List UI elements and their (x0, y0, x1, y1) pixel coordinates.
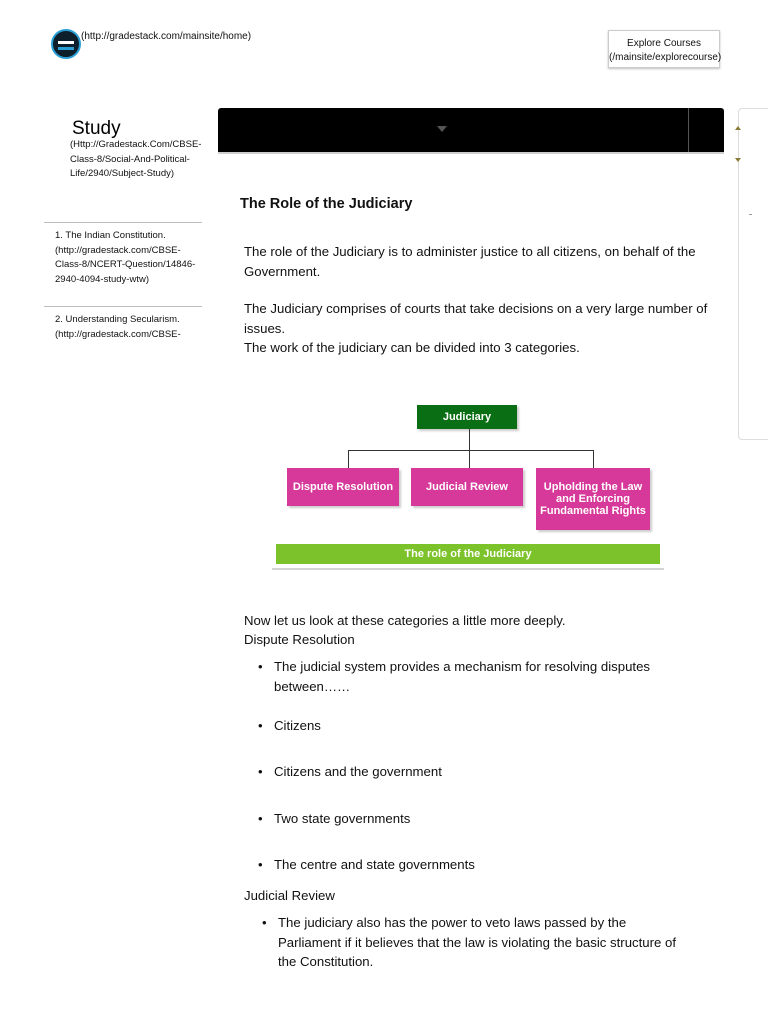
diagram-judiciary-box: Judiciary (417, 405, 517, 429)
diagram-connector (593, 450, 594, 468)
gradestack-logo-icon[interactable] (51, 29, 81, 59)
scroll-down-icon[interactable] (735, 158, 741, 162)
right-side-panel (738, 108, 768, 440)
judiciary-diagram (268, 398, 668, 574)
sidebar-item-indian-constitution[interactable]: 1. The Indian Constitution. (http://gradestack.com/CBSE-Class-8/NCERT-Question/14846-2940-4094-study-wtw) (55, 230, 196, 285)
section-judicial-review: Judicial Review (244, 888, 335, 903)
diagram-connector (469, 450, 470, 468)
explore-courses-label: Explore Courses (627, 38, 701, 49)
section-dispute-resolution: Dispute Resolution (244, 632, 355, 647)
sidebar-divider (44, 222, 202, 223)
toolbar-underline (218, 152, 724, 154)
scroll-up-icon[interactable] (735, 126, 741, 130)
diagram-connector (348, 450, 349, 468)
list-item: • The centre and state governments (274, 855, 694, 875)
diagram-upholding-law-box: Upholding the Law and Enforcing Fundamental Rights (536, 468, 650, 530)
sidebar-title[interactable]: Study (72, 118, 121, 139)
paragraph-comprises: The Judiciary comprises of courts that take decisions on a very large number of issues. (244, 301, 708, 336)
panel-mark (749, 214, 752, 215)
list-item: • Citizens (274, 716, 694, 736)
list-item: • The judicial system provides a mechanism for resolving disputes between…… (274, 657, 694, 696)
list-item: • Two state governments (274, 809, 694, 829)
page-title: The Role of the Judiciary (240, 196, 413, 212)
diagram-caption-shadow (272, 568, 664, 570)
diagram-dispute-resolution-box: Dispute Resolution (287, 468, 399, 506)
list-item: • The judiciary also has the power to veto laws passed by the Parliament if it believes that the law is violating the basic structure of the Constitution. (278, 913, 678, 972)
diagram-connector (469, 429, 470, 450)
sidebar-title-url[interactable]: (Http://Gradestack.Com/CBSE-Class-8/Social-And-Political-Life/2940/Subject-Study) (70, 139, 202, 179)
diagram-judicial-review-box: Judicial Review (411, 468, 523, 506)
paragraph-intro: Now let us look at these categories a little more deeply. (244, 613, 566, 628)
content-toolbar (218, 108, 724, 152)
diagram-connector (348, 450, 594, 451)
paragraph-categories: The work of the judiciary can be divided into 3 categories. (244, 340, 580, 355)
diagram-caption-bar: The role of the Judiciary (276, 544, 660, 564)
home-link[interactable]: (http://gradestack.com/mainsite/home) (81, 31, 252, 42)
paragraph-role: The role of the Judiciary is to administer justice to all citizens, on behalf of the Government. (244, 244, 696, 279)
explore-courses-button[interactable] (608, 30, 720, 68)
sidebar-divider (44, 306, 202, 307)
sidebar-item-understanding-secularism[interactable]: 2. Understanding Secularism. (http://gradestack.com/CBSE- (55, 314, 181, 340)
explore-courses-url: (/mainsite/explorecourse) (609, 52, 722, 63)
list-item: • Citizens and the government (274, 762, 694, 782)
toolbar-divider (688, 108, 689, 152)
dropdown-caret-icon[interactable] (437, 126, 447, 132)
